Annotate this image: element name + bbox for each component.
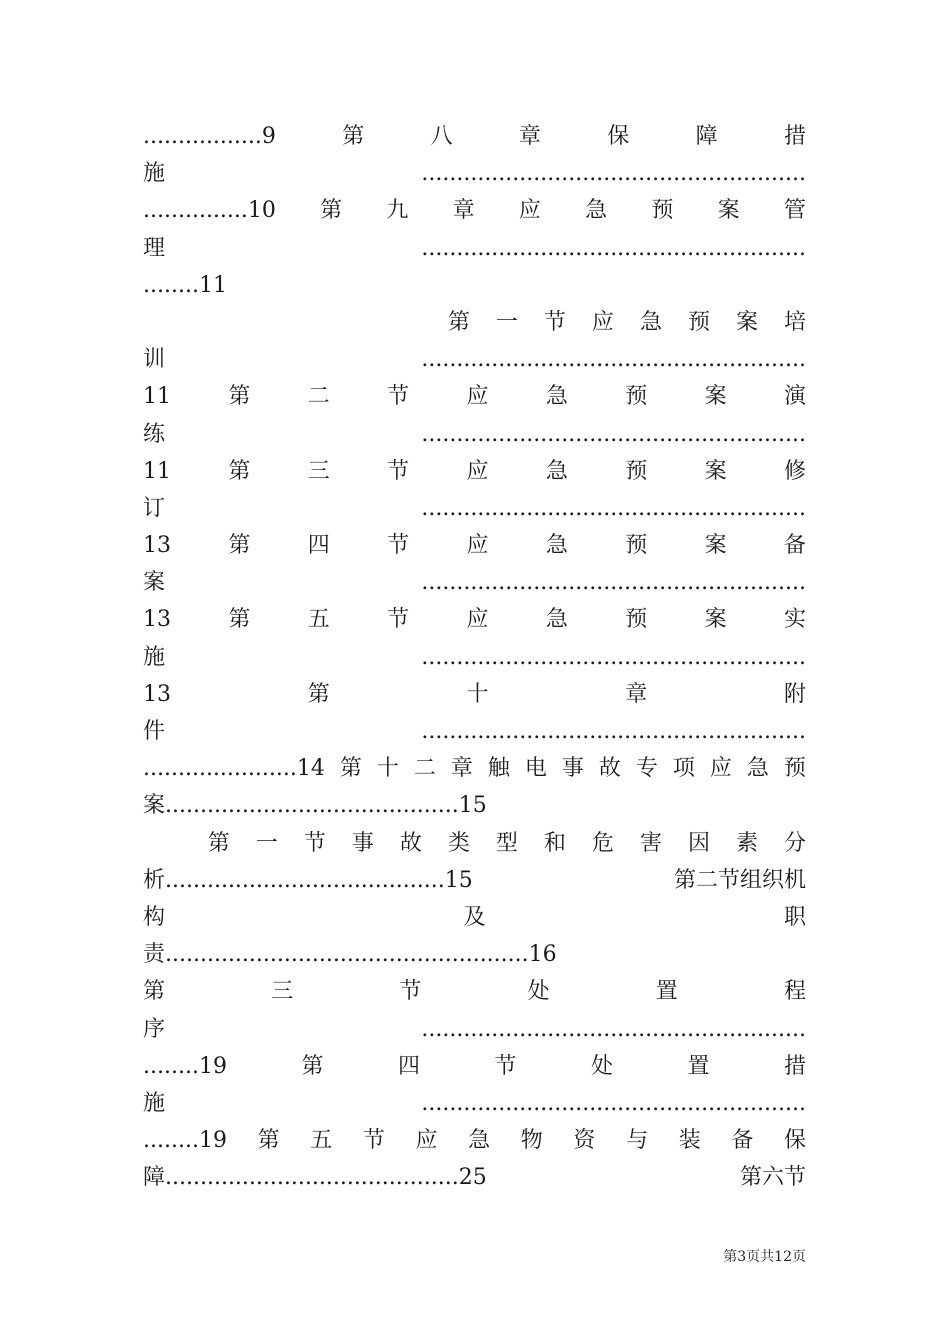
toc-line xyxy=(143,713,806,750)
toc-line xyxy=(143,973,806,1010)
toc-text: 责....................................................16 xyxy=(143,942,557,968)
toc-text: ....................................................... xyxy=(421,1016,806,1042)
page-footer: 第3页共12页 xyxy=(723,1249,806,1265)
toc-text: 八 xyxy=(430,124,453,149)
toc-text: 施 xyxy=(143,1090,166,1116)
toc-line xyxy=(143,118,806,155)
toc-text: 第六节 xyxy=(739,1165,806,1191)
toc-text: 第 xyxy=(339,756,362,782)
toc-text: 第 xyxy=(320,198,343,224)
toc-text: 析........................................15 xyxy=(143,867,473,893)
toc-text: ....................................................... xyxy=(421,421,806,447)
toc-text: 章 xyxy=(450,756,473,782)
toc-text: 预 xyxy=(625,384,648,410)
toc-text: 第 xyxy=(143,979,166,1005)
toc-text: ........19 xyxy=(143,1053,227,1079)
toc-text: 十 xyxy=(376,756,399,782)
toc-line xyxy=(143,1159,806,1196)
toc-text: 节 xyxy=(303,830,326,856)
toc-text: 节 xyxy=(399,979,422,1005)
toc-text: 理 xyxy=(143,235,166,261)
toc-text: 项 xyxy=(672,756,695,782)
toc-text: ........19 xyxy=(143,1128,227,1154)
toc-text: 急 xyxy=(585,198,608,224)
toc-text: 二 xyxy=(413,756,436,782)
toc-text: 13 xyxy=(143,607,171,633)
toc-text: 应 xyxy=(709,756,732,782)
toc-text: 案 xyxy=(704,384,727,410)
toc-text: 第 xyxy=(228,458,251,484)
toc-text: ....................................................... xyxy=(421,644,806,670)
toc-text: 第二节组织机 xyxy=(673,867,806,893)
toc-line xyxy=(143,750,806,787)
toc-text: 急 xyxy=(545,458,568,484)
toc-text: 第 xyxy=(228,533,251,559)
toc-text: 处 xyxy=(590,1053,613,1079)
toc-text: 节 xyxy=(362,1128,385,1154)
toc-text: 障..........................................25 xyxy=(143,1165,487,1191)
toc-text: ....................................................... xyxy=(421,495,806,521)
toc-text: ....................................................... xyxy=(421,235,806,261)
toc-text: 案 xyxy=(704,458,727,484)
toc-text: 应 xyxy=(591,309,614,335)
toc-text: 事 xyxy=(351,830,374,856)
toc-text: ....................................................... xyxy=(421,1090,806,1116)
toc-text: 害 xyxy=(639,830,662,856)
toc-text: 案 xyxy=(704,607,727,633)
toc-text: 演 xyxy=(783,384,806,410)
toc-line xyxy=(143,267,806,304)
toc-text: 节 xyxy=(387,607,410,633)
toc-text: 保 xyxy=(607,124,630,149)
toc-text: 一 xyxy=(255,830,278,856)
toc-text: 十 xyxy=(466,681,489,707)
toc-text: 案 xyxy=(735,309,758,335)
toc-text: 急 xyxy=(545,533,568,559)
toc-text: 章 xyxy=(625,681,648,707)
toc-text: 章 xyxy=(452,198,475,224)
toc-text: 急 xyxy=(468,1128,491,1154)
toc-line xyxy=(143,825,806,862)
toc-text: 11 xyxy=(143,458,171,484)
toc-text: 急 xyxy=(746,756,769,782)
toc-text: 预 xyxy=(625,458,648,484)
toc-text: 三 xyxy=(307,458,330,484)
toc-text: 五 xyxy=(307,607,330,633)
toc-line xyxy=(143,676,806,713)
toc-text: 第 xyxy=(257,1128,280,1154)
toc-text: ....................................................... xyxy=(421,570,806,596)
toc-text: 二 xyxy=(307,384,330,410)
toc-text: 序 xyxy=(143,1016,166,1042)
toc-text: 备 xyxy=(731,1128,754,1154)
toc-text: ....................................................... xyxy=(421,719,806,744)
toc-text: 第 xyxy=(307,681,330,707)
toc-text: 及 xyxy=(463,904,486,930)
toc-line xyxy=(143,1085,806,1122)
toc-line xyxy=(143,527,806,564)
toc-text: 案..........................................15 xyxy=(143,793,487,819)
toc-text: 13 xyxy=(143,533,171,559)
toc-text: 危 xyxy=(591,830,614,856)
toc-text: 应 xyxy=(466,458,489,484)
toc-text: 四 xyxy=(307,533,330,559)
toc-line xyxy=(143,378,806,415)
toc-line xyxy=(143,862,806,899)
toc-line xyxy=(143,601,806,638)
toc-line xyxy=(143,416,806,453)
toc-text: ...............10 xyxy=(143,198,276,224)
toc-text: 训 xyxy=(143,347,166,373)
toc-text: 节 xyxy=(387,458,410,484)
toc-text: 修 xyxy=(783,458,806,484)
toc-line xyxy=(143,564,806,601)
toc-text: 应 xyxy=(518,198,541,224)
toc-text: 练 xyxy=(143,421,166,447)
toc-line xyxy=(143,304,806,341)
toc-text: 预 xyxy=(783,756,806,782)
toc-text: 节 xyxy=(543,309,566,335)
toc-text: 与 xyxy=(626,1128,649,1154)
toc-text: 第 xyxy=(342,124,365,149)
toc-text: 故 xyxy=(598,756,621,782)
toc-text: 第 xyxy=(301,1053,324,1079)
toc-text: 事 xyxy=(561,756,584,782)
toc-text: 类 xyxy=(447,830,470,856)
toc-text: 急 xyxy=(545,384,568,410)
toc-text: 障 xyxy=(695,124,718,149)
toc-line xyxy=(143,1122,806,1159)
toc-text: ......................14 xyxy=(143,756,325,782)
toc-text: 处 xyxy=(527,979,550,1005)
toc-text: 因 xyxy=(687,830,710,856)
toc-text: 预 xyxy=(625,533,648,559)
toc-line xyxy=(143,787,806,824)
toc-text: 件 xyxy=(143,719,166,744)
toc-text: 急 xyxy=(545,607,568,633)
toc-text: 资 xyxy=(573,1128,596,1154)
toc-text: 施 xyxy=(143,161,166,187)
toc-text: 物 xyxy=(520,1128,543,1154)
toc-line xyxy=(143,1011,806,1048)
toc-text: 施 xyxy=(143,644,166,670)
toc-text: 措 xyxy=(783,1053,806,1079)
toc-text: 职 xyxy=(783,904,806,930)
toc-text: 一 xyxy=(495,309,518,335)
toc-text: 案 xyxy=(704,533,727,559)
toc-text: 预 xyxy=(651,198,674,224)
toc-text: 专 xyxy=(635,756,658,782)
toc-text: 装 xyxy=(678,1128,701,1154)
toc-text: 备 xyxy=(783,533,806,559)
toc-text: 四 xyxy=(397,1053,420,1079)
toc-text: 订 xyxy=(143,495,166,521)
toc-text: 构 xyxy=(143,904,166,930)
toc-text: 培 xyxy=(783,309,806,335)
toc-text: 附 xyxy=(783,681,806,707)
toc-text: 分 xyxy=(783,830,806,856)
toc-line xyxy=(143,936,806,973)
toc-line xyxy=(143,341,806,378)
toc-text: 置 xyxy=(655,979,678,1005)
toc-text: 第 xyxy=(228,607,251,633)
toc-text: 案 xyxy=(143,570,166,596)
toc-text: 应 xyxy=(466,607,489,633)
table-of-contents xyxy=(143,118,806,1196)
toc-text: 节 xyxy=(387,533,410,559)
toc-line xyxy=(143,1048,806,1085)
toc-text: 13 xyxy=(143,681,171,707)
toc-text: 第 xyxy=(447,309,470,335)
toc-text: 九 xyxy=(386,198,409,224)
toc-text: 三 xyxy=(271,979,294,1005)
toc-text: 触 xyxy=(487,756,510,782)
toc-text: .................9 xyxy=(143,124,276,149)
toc-line xyxy=(143,639,806,676)
toc-text: 第 xyxy=(207,830,230,856)
toc-text: 章 xyxy=(518,124,541,149)
toc-text: 应 xyxy=(466,533,489,559)
toc-text: 11 xyxy=(143,384,171,410)
toc-text: 实 xyxy=(783,607,806,633)
toc-text: 五 xyxy=(310,1128,333,1154)
toc-line xyxy=(143,230,806,267)
toc-text: 和 xyxy=(543,830,566,856)
toc-text: 应 xyxy=(466,384,489,410)
toc-text: 故 xyxy=(399,830,422,856)
toc-text: 保 xyxy=(783,1128,806,1154)
toc-text: 预 xyxy=(687,309,710,335)
toc-line xyxy=(143,899,806,936)
toc-text: 措 xyxy=(783,124,806,149)
toc-line xyxy=(143,453,806,490)
toc-text: 节 xyxy=(387,384,410,410)
toc-text: 型 xyxy=(495,830,518,856)
toc-text: 电 xyxy=(524,756,547,782)
toc-text: 管 xyxy=(783,198,806,224)
toc-text: 应 xyxy=(415,1128,438,1154)
toc-line xyxy=(143,155,806,192)
toc-line xyxy=(143,490,806,527)
toc-text: 案 xyxy=(717,198,740,224)
toc-text: 素 xyxy=(735,830,758,856)
toc-text: 置 xyxy=(687,1053,710,1079)
toc-text: 第 xyxy=(228,384,251,410)
toc-text: ........11 xyxy=(143,272,227,298)
toc-text: 预 xyxy=(625,607,648,633)
toc-text: ....................................................... xyxy=(421,347,806,373)
toc-text: 急 xyxy=(639,309,662,335)
toc-text: 程 xyxy=(783,979,806,1005)
toc-line xyxy=(143,192,806,229)
toc-text: ....................................................... xyxy=(421,161,806,187)
toc-text: 节 xyxy=(494,1053,517,1079)
